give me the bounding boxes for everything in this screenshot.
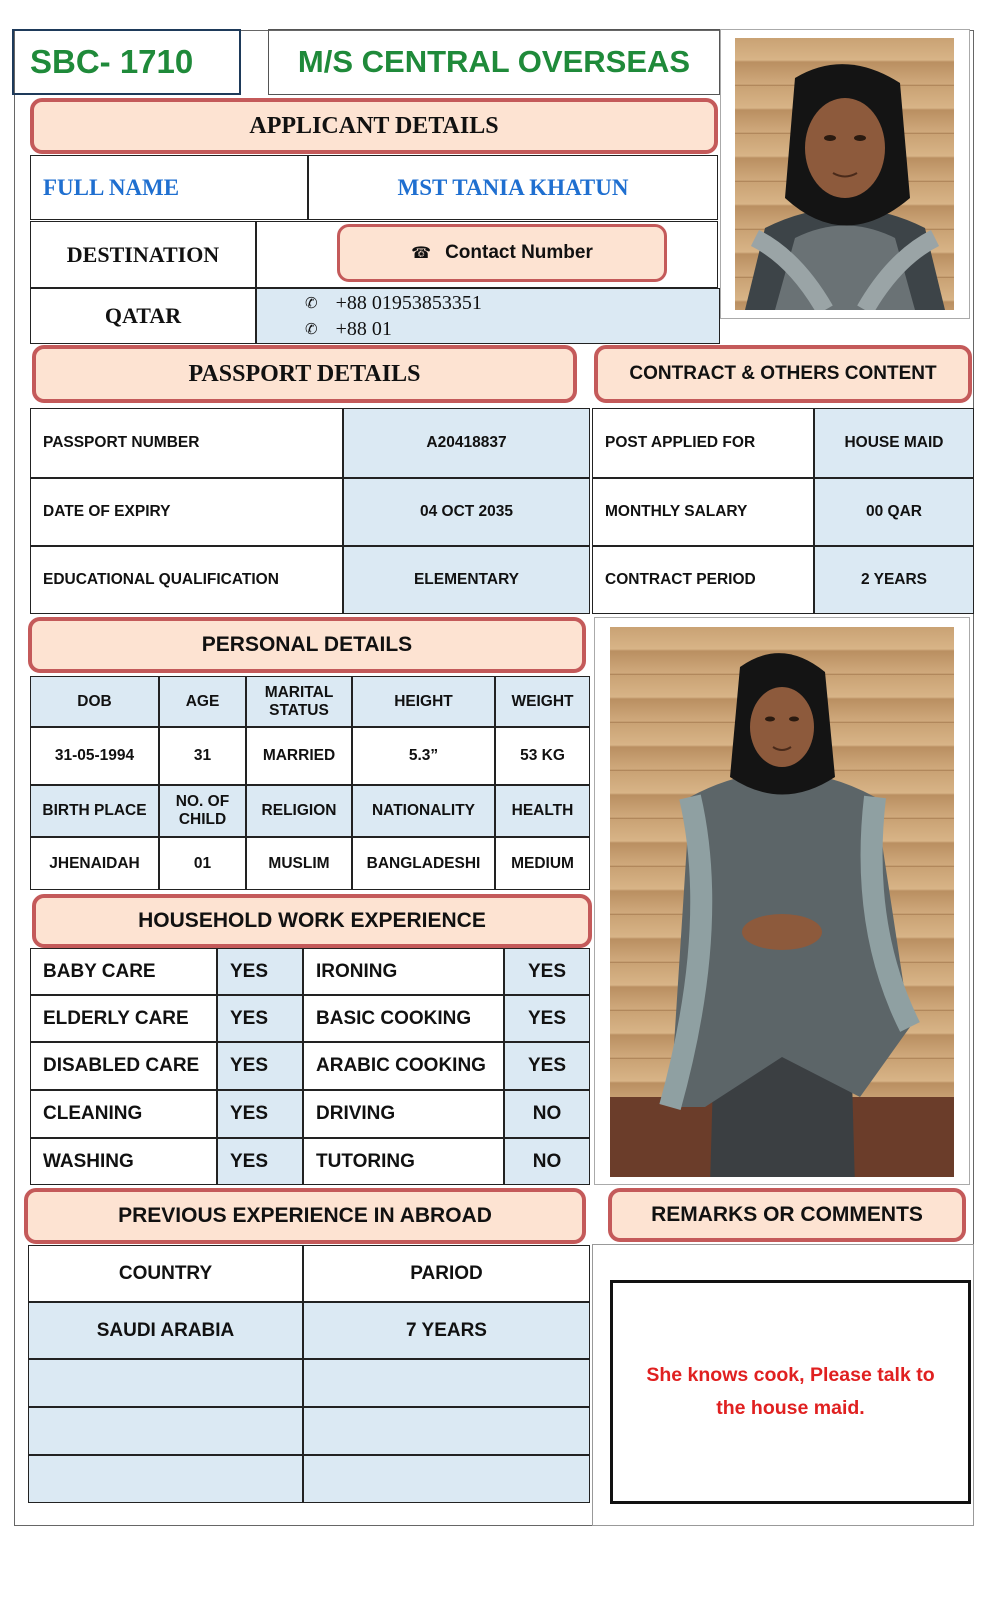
weight-label: WEIGHT (511, 692, 574, 710)
personal-details-title: PERSONAL DETAILS (201, 633, 413, 656)
religion-value: MUSLIM (268, 854, 330, 872)
education-value-cell (343, 546, 590, 614)
empty-row-cell (303, 1455, 590, 1503)
education-label: EDUCATIONAL QUALIFICATION (43, 571, 279, 588)
country-label: COUNTRY (118, 1262, 213, 1284)
household-cell (303, 1138, 504, 1185)
salary-value-cell (814, 478, 974, 546)
weight-cell (495, 727, 590, 785)
dob-label: DOB (77, 692, 112, 710)
health-head (495, 785, 590, 837)
health-label: HEALTH (511, 802, 574, 819)
household-cell (303, 995, 504, 1042)
dob-cell (30, 727, 159, 785)
age-cell (159, 727, 246, 785)
destination-cell (30, 288, 256, 344)
period-cell (303, 1302, 590, 1359)
period-value-cell (814, 546, 974, 614)
skill-answer: YES (230, 1150, 269, 1172)
age-value: 31 (193, 747, 212, 764)
children-label: NO. OF CHILD (175, 793, 230, 828)
personal-details-header (28, 617, 586, 673)
household-cell (504, 948, 590, 995)
nationality-label: NATIONALITY (371, 802, 476, 819)
birthplace-head (30, 785, 159, 837)
empty-row-cell (28, 1359, 303, 1407)
household-cell (217, 1090, 303, 1138)
phone-number-2: +88 01 (335, 317, 392, 340)
children-value: 01 (193, 854, 212, 872)
skill-label: BASIC COOKING (316, 1007, 472, 1029)
phone-icon: ✆ (305, 295, 318, 312)
salary-label-cell (592, 478, 814, 546)
children-head (159, 785, 246, 837)
empty-row-cell (28, 1407, 303, 1455)
period-value: 7 YEARS (406, 1319, 487, 1341)
remarks-header (608, 1188, 966, 1242)
country-value: SAUDI ARABIA (96, 1319, 235, 1341)
remarks-title: REMARKS OR COMMENTS (651, 1203, 923, 1226)
full-length-photo (610, 627, 954, 1177)
destination-label: DESTINATION (66, 241, 220, 267)
country-cell (28, 1302, 303, 1359)
height-cell (352, 727, 495, 785)
empty-row-cell (28, 1455, 303, 1503)
full-name-cell (308, 155, 718, 220)
children-cell (159, 837, 246, 890)
skill-answer: YES (230, 1055, 269, 1076)
ref-code: SBC- 1710 (30, 43, 194, 80)
post-label-cell (592, 408, 814, 478)
passport-details-header (32, 345, 577, 403)
marital-value: MARRIED (262, 747, 336, 764)
phone-icon: ✆ (305, 321, 318, 338)
skill-label: IRONING (316, 960, 398, 982)
height-head (352, 676, 495, 727)
household-cell (504, 1042, 590, 1090)
period-label: PARIOD (410, 1262, 483, 1284)
expiry-value-cell (343, 478, 590, 546)
abroad-title: PREVIOUS EXPERIENCE IN ABROAD (118, 1204, 492, 1227)
applicant-details-title: APPLICANT DETAILS (249, 112, 499, 139)
applicant-details-header (30, 98, 718, 154)
phone-cell (256, 288, 720, 344)
skill-answer: YES (230, 960, 269, 982)
age-label: AGE (185, 692, 220, 710)
household-cell (504, 1138, 590, 1185)
health-value: MEDIUM (511, 854, 574, 872)
destination-value: QATAR (104, 303, 182, 328)
religion-label: RELIGION (261, 802, 337, 819)
household-cell (217, 1138, 303, 1185)
household-cell (217, 995, 303, 1042)
health-cell (495, 837, 590, 890)
household-cell (30, 1138, 217, 1185)
passport-label-cell (30, 408, 343, 478)
full-name-label-cell (30, 155, 308, 220)
ref-code-box (12, 29, 241, 95)
contact-number-header (337, 224, 667, 282)
birthplace-label: BIRTH PLACE (42, 802, 147, 819)
household-cell (504, 1090, 590, 1138)
household-cell (30, 1042, 217, 1090)
skill-label: TUTORING (316, 1150, 415, 1172)
portrait-photo (735, 38, 954, 310)
empty-row-cell (303, 1407, 590, 1455)
education-value: ELEMENTARY (413, 571, 520, 588)
education-label-cell (30, 546, 343, 614)
skill-answer: YES (527, 1007, 567, 1029)
skill-answer: YES (230, 1007, 269, 1029)
passport-value-cell (343, 408, 590, 478)
contract-header (594, 345, 972, 403)
nationality-value: BANGLADESHI (366, 854, 481, 872)
period-label: CONTRACT PERIOD (605, 571, 756, 588)
empty-row-cell (303, 1359, 590, 1407)
salary-value: 00 QAR (866, 503, 922, 520)
telephone-icon: ☎ (411, 245, 432, 262)
household-cell (30, 948, 217, 995)
contract-title: CONTRACT & OTHERS CONTENT (629, 363, 937, 384)
skill-answer: YES (527, 960, 567, 982)
marital-cell (246, 727, 352, 785)
household-cell (303, 1042, 504, 1090)
skill-label: CLEANING (43, 1103, 143, 1124)
skill-label: DRIVING (316, 1103, 396, 1124)
household-cell (217, 948, 303, 995)
age-head (159, 676, 246, 727)
skill-label: BABY CARE (43, 960, 156, 982)
skill-answer: YES (527, 1055, 567, 1076)
expiry-label-cell (30, 478, 343, 546)
height-label: HEIGHT (394, 692, 453, 710)
abroad-header (24, 1188, 586, 1244)
household-cell (217, 1042, 303, 1090)
skill-label: ELDERLY CARE (43, 1007, 189, 1029)
period-label-cell (592, 546, 814, 614)
household-cell (303, 1090, 504, 1138)
dob-head (30, 676, 159, 727)
passport-details-title: PASSPORT DETAILS (188, 360, 421, 387)
religion-head (246, 785, 352, 837)
marital-label: MARITAL STATUS (264, 683, 334, 719)
passport-number-value: A20418837 (426, 434, 507, 451)
skill-answer: YES (230, 1103, 269, 1124)
household-cell (504, 995, 590, 1042)
birthplace-value: JHENAIDAH (49, 854, 140, 872)
household-cell (30, 995, 217, 1042)
agency-box (268, 29, 720, 95)
height-value: 5.3” (408, 747, 439, 764)
nationality-cell (352, 837, 495, 890)
skill-label: DISABLED CARE (43, 1055, 200, 1076)
country-head-cell (28, 1245, 303, 1302)
dob-value: 31-05-1994 (54, 747, 135, 764)
contact-number-label: Contact Number (445, 242, 593, 263)
salary-label: MONTHLY SALARY (605, 503, 748, 520)
marital-head (246, 676, 352, 727)
skill-label: WASHING (43, 1150, 134, 1172)
remarks-box (610, 1280, 971, 1504)
nationality-head (352, 785, 495, 837)
household-cell (303, 948, 504, 995)
weight-value: 53 KG (520, 747, 565, 764)
post-label: POST APPLIED FOR (605, 434, 756, 451)
post-value: HOUSE MAID (844, 434, 944, 451)
full-name-label: FULL NAME (43, 174, 180, 200)
agency-name: M/S CENTRAL OVERSEAS (297, 44, 691, 79)
expiry-label: DATE OF EXPIRY (43, 503, 171, 520)
destination-label-cell (30, 221, 256, 288)
household-title: HOUSEHOLD WORK EXPERIENCE (138, 909, 486, 932)
remarks-text: She knows cook, Please talk to the house maid. (646, 1364, 935, 1419)
skill-answer: NO (532, 1150, 562, 1172)
post-value-cell (814, 408, 974, 478)
household-cell (30, 1090, 217, 1138)
period-value: 2 YEARS (860, 571, 928, 588)
weight-head (495, 676, 590, 727)
phone-number-1: +88 01953853351 (335, 291, 482, 314)
religion-cell (246, 837, 352, 890)
expiry-value: 04 OCT 2035 (419, 503, 514, 520)
skill-answer: NO (532, 1103, 562, 1124)
period-head-cell (303, 1245, 590, 1302)
passport-number-label: PASSPORT NUMBER (43, 434, 200, 451)
full-name-value: MST TANIA KHATUN (397, 174, 629, 200)
birthplace-cell (30, 837, 159, 890)
household-header (32, 894, 592, 948)
skill-label: ARABIC COOKING (316, 1055, 486, 1076)
